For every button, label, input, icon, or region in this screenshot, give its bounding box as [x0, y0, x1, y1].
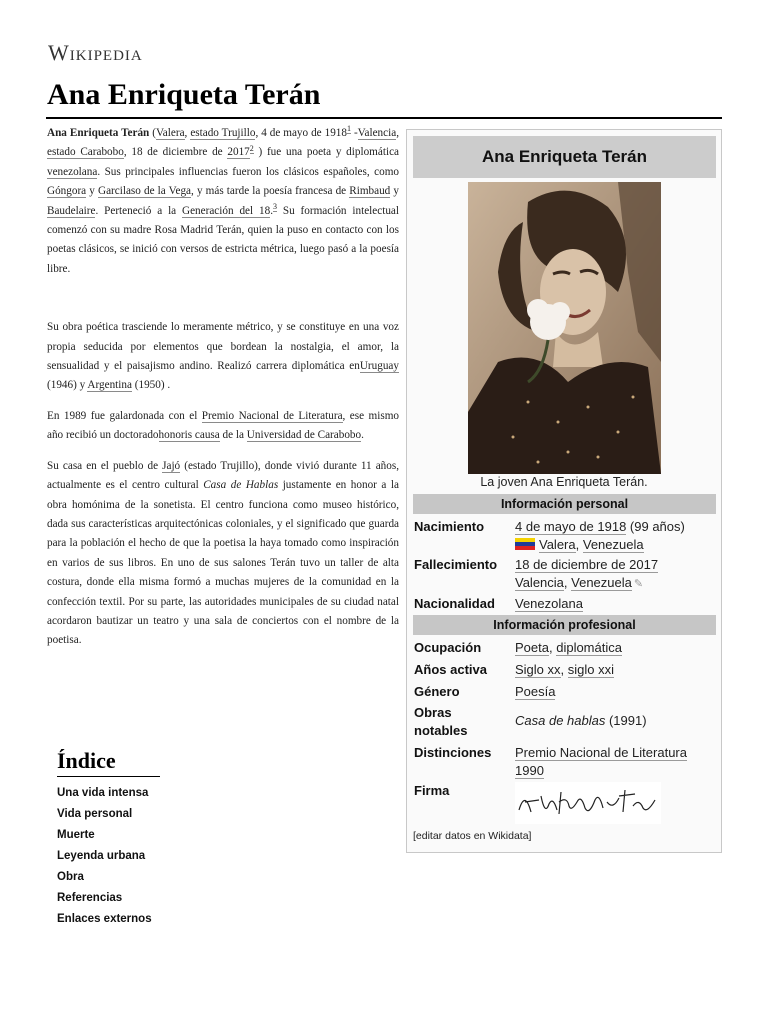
link-poesia[interactable]: Poesía [515, 684, 556, 699]
link-death-city[interactable]: Valencia [515, 575, 564, 590]
label-obras-notables: Obras notables [414, 705, 468, 738]
link-death-date[interactable]: 18 de diciembre de 2017 [515, 557, 659, 572]
paragraph-casa: Su casa en el pueblo de Jajó (estado Trujillo), donde vivió durante 11 años, actualmente es el centro cultural Casa de Hablas justamente en honor a la obra homónima de la sonetista. El centro funciona como museo histórico, dada sus características arquitectónicas coloniales, y el significado que guarda para la población el hecho de que la poetisa la haya tomado como inspiración en varios de sus libros. En uno de sus salones Terán tuvo un taller de alta costura, donde ella misma formó a muchas mujeres de la comunidad en la confección textil. Por su parte, las autoridades municipales de su ciudad natal acordaron bautizar un teatro y una sala de conciertos con el nombre de la poetisa. [47, 459, 399, 647]
link-jajo[interactable]: Jajó [162, 459, 181, 472]
photo-caption: La joven Ana Enriqueta Terán. [480, 475, 648, 489]
link-birth-date[interactable]: 4 de mayo de 1918 [515, 519, 627, 534]
value-fallecimiento: 18 de diciembre de 2017 Valencia, Venezuela ✎ [515, 556, 658, 593]
link-venezolana-nac[interactable]: Venezolana [515, 596, 583, 611]
label-genero: Género [414, 684, 460, 699]
label-nacionalidad: Nacionalidad [414, 596, 495, 611]
link-generacion-18[interactable]: Generación del 18 [182, 204, 271, 217]
value-anos-activa: Siglo xx, siglo xxi [515, 662, 615, 677]
ref-3[interactable]: 3 [272, 201, 277, 211]
toc-item[interactable]: Una vida intensa [57, 787, 149, 799]
wikipedia-logo[interactable]: Wikipedia [48, 40, 143, 65]
label-anos-activa: Años activa [414, 662, 487, 677]
article-body [47, 124, 399, 662]
toc-item[interactable]: Referencias [57, 892, 123, 904]
value-distinciones [515, 744, 711, 780]
toc-title: Índice [57, 748, 160, 777]
title-divider [46, 117, 722, 119]
link-birth-country[interactable]: Venezuela [582, 537, 644, 552]
paragraph-intro: Ana Enriqueta Terán (Valera, estado Trujillo, 4 de mayo de 1918$^1$ -Valencia, estado Carabobo, 18 de diciembre de 2017$^2$ ) fue una poeta y diplomática venezolana. Sus principales influencias fueron los clásicos españoles, como Góngora y Garcilaso de la Vega, y más tarde la poesía francesa de Rimbaud y Baudelaire. Perteneció a la Generación del 18.$^3$ Su formación intelectual comenzó con su madre Rosa Madrid Terán, quien la puso en contacto con los poetas clásicos, se inició con versos de estricta métrica, luego pasó a la poesía libre. [47, 124, 399, 275]
infobox-title: Ana Enriqueta Terán [413, 136, 716, 178]
toc-item[interactable]: Enlaces externos [57, 913, 152, 925]
link-death-country[interactable]: Venezuela [571, 575, 632, 590]
obra-title: Casa de hablas [515, 713, 606, 728]
wikidata-edit-link[interactable]: [editar datos en Wikidata] [413, 830, 532, 842]
toc-item[interactable]: Leyenda urbana [57, 850, 146, 862]
link-honoris-causa[interactable]: honoris causa [158, 429, 220, 442]
label-distinciones: Distinciones [414, 745, 492, 760]
link-venezolana[interactable]: venezolana [47, 165, 98, 178]
value-nacimiento: 4 de mayo de 1918 (99 años) Valera, Venezuela [515, 519, 685, 552]
toc-item[interactable]: Obra [57, 871, 84, 883]
section-profesional: Información profesional [413, 615, 716, 635]
link-poeta[interactable]: Poeta [515, 640, 549, 655]
link-uruguay[interactable]: Uruguay [359, 360, 399, 373]
link-diplomatica[interactable]: diplomática [556, 640, 622, 655]
value-ocupacion: Poeta, diplomática [515, 640, 622, 655]
link-valera[interactable]: Valera [155, 127, 185, 139]
value-nacionalidad [515, 595, 583, 613]
link-garcilaso[interactable]: Garcilaso de la Vega [98, 185, 192, 198]
label-ocupacion: Ocupación [414, 640, 482, 655]
infobox [406, 129, 722, 853]
italic-casa-de-hablas: Casa de Hablas [203, 479, 279, 492]
label-fallecimiento: Fallecimiento [414, 557, 498, 572]
edit-pencil-icon[interactable]: ✎ [633, 578, 644, 590]
paragraph-spacer [47, 290, 399, 318]
paragraph-premio: En 1989 fue galardonada con el Premio Nacional de Literatura, ese mismo año recibió un doctoradohonoris causa de la Universidad de Carabobo. [47, 409, 400, 442]
link-universidad-carabobo[interactable]: Universidad de Carabobo [246, 429, 362, 442]
label-nacimiento: Nacimiento [414, 519, 485, 534]
link-estado-trujillo[interactable]: estado Trujillo [190, 127, 256, 139]
signature-image[interactable] [515, 782, 661, 824]
link-valencia[interactable]: Valencia [357, 127, 397, 139]
link-rimbaud[interactable]: Rimbaud [349, 185, 391, 198]
table-of-contents [57, 748, 160, 932]
link-premio-nacional[interactable]: Premio Nacional de Literatura [201, 409, 343, 422]
link-2017[interactable]: 2017 [227, 146, 250, 159]
paragraph-obra: Su obra poética trasciende lo meramente métrico, y se constituye en una voz propia seducida por elementos que bordean la nostalgia, el amor, la sensualidad y el paisajismo andino. Realizó carrera diplomática enUruguay (1946) y Argentina (1950) . [47, 321, 399, 392]
link-birth-city[interactable]: Valera [539, 537, 576, 552]
link-premio-infobox[interactable]: Premio Nacional de Literatura 1990 [515, 745, 687, 778]
link-baudelaire[interactable]: Baudelaire [47, 204, 96, 217]
link-estado-carabobo[interactable]: estado Carabobo [47, 146, 124, 159]
subject-name: Ana Enriqueta Terán [47, 127, 150, 139]
toc-list [57, 785, 160, 932]
toc-item[interactable]: Vida personal [57, 808, 133, 820]
toc-item[interactable]: Muerte [57, 829, 95, 841]
ref-2[interactable]: 2 [249, 143, 254, 153]
venezuela-flag-icon [515, 538, 535, 550]
ref-1[interactable]: 1 [346, 124, 351, 134]
value-obras-notables: Casa de hablas (1991) [515, 713, 647, 728]
value-genero [515, 683, 555, 701]
page-title: Ana Enriqueta Terán [47, 78, 321, 111]
link-siglo-xx[interactable]: Siglo xx [515, 662, 561, 677]
link-argentina[interactable]: Argentina [87, 379, 132, 392]
link-gongora[interactable]: Góngora [47, 185, 87, 198]
section-personal: Información personal [413, 494, 716, 514]
link-siglo-xxi[interactable]: siglo xxi [567, 662, 615, 677]
label-firma: Firma [414, 783, 450, 798]
portrait-photo[interactable] [468, 182, 661, 474]
